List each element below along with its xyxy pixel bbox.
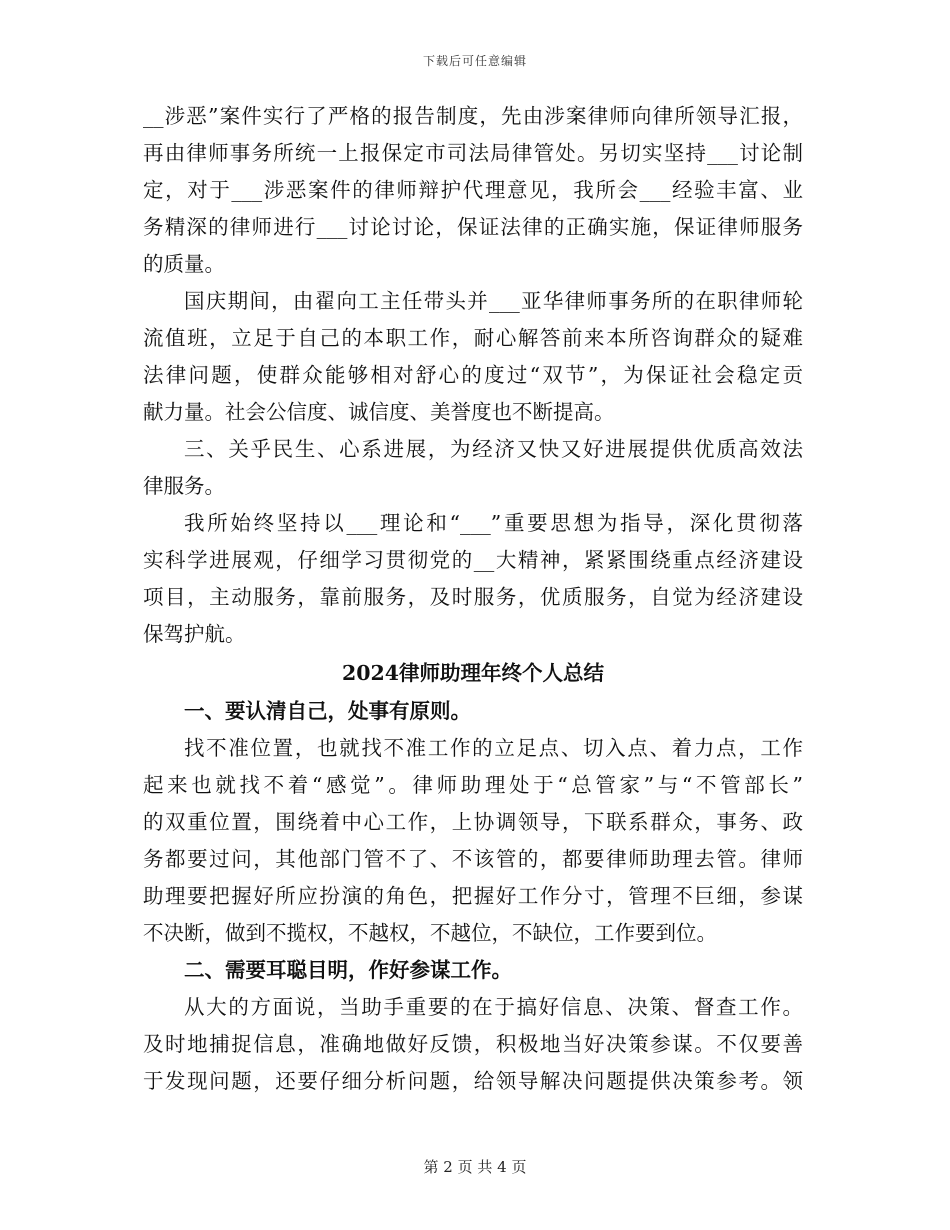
section-heading: 一、要认清自己，处事有原则。 [184,699,471,723]
paragraph-line: 保驾护航。 [143,622,246,646]
paragraph-line: 务都要过问，其他部门管不了、不该管的，都要律师助理去管。律师 [143,847,803,871]
paragraph-line: 再由律师事务所统一上报保定市司法局律管处。另切实坚持___讨论制 [143,141,803,165]
paragraph-line: 流值班，立足于自己的本职工作，耐心解答前来本所咨询群众的疑难 [143,326,803,350]
paragraph-line: 于发现问题，还要仔细分析问题，给领导解决问题提供决策参考。领 [143,1069,803,1093]
paragraph-line: 三、关乎民生、心系进展，为经济又快又好进展提供优质高效法 [184,437,803,461]
paragraph-line: 项目，主动服务，靠前服务，及时服务，优质服务，自觉为经济建设 [143,585,803,609]
document-body [143,98,803,1100]
page-number: 第 2 页 共 4 页 [423,1158,527,1176]
paragraph-line: 我所始终坚持以___理论和“___”重要思想为指导，深化贯彻落 [184,511,803,535]
paragraph-line: 及时地捕捉信息，准确地做好反馈，积极地当好决策参谋。不仅要善 [143,1032,803,1056]
section-heading: 二、需要耳聪目明，作好参谋工作。 [184,958,512,982]
paragraph-line: 定，对于___涉恶案件的律师辩护代理意见，我所会___经验丰富、业 [143,178,803,202]
paragraph-line: 起来也就找不着“感觉”。律师助理处于“总管家”与“不管部长” [143,773,803,797]
paragraph-line: 找不准位置，也就找不准工作的立足点、切入点、着力点，工作 [184,736,803,760]
paragraph-line: 律服务。 [143,474,225,498]
document-title: 2024律师助理年终个人总结 [341,661,605,685]
paragraph-line: 实科学进展观，仔细学习贯彻党的__大精神，紧紧围绕重点经济建设 [143,548,803,572]
paragraph-line: 从大的方面说，当助手重要的在于搞好信息、决策、督查工作。 [184,995,803,1019]
paragraph-line: 国庆期间，由翟向工主任带头并___亚华律师事务所的在职律师轮 [184,289,803,313]
paragraph-line: 不决断，做到不揽权，不越权，不越位，不缺位，工作要到位。 [143,921,717,945]
paragraph-line: 的双重位置，围绕着中心工作，上协调领导，下联系群众，事务、政 [143,810,803,834]
paragraph-line: 献力量。社会公信度、诚信度、美誉度也不断提高。 [143,400,615,424]
paragraph-line: 助理要把握好所应扮演的角色，把握好工作分寸，管理不巨细，参谋 [143,884,803,908]
header-note: 下载后可任意编辑 [422,54,527,68]
paragraph-line: 法律问题，使群众能够相对舒心的度过“双节”，为保证社会稳定贡 [143,363,803,387]
paragraph-line: __涉恶”案件实行了严格的报告制度，先由涉案律师向律所领导汇报， [143,104,803,128]
paragraph-line: 务精深的律师进行___讨论讨论，保证法律的正确实施，保证律师服务 [143,215,803,239]
paragraph-line: 的质量。 [143,252,225,276]
